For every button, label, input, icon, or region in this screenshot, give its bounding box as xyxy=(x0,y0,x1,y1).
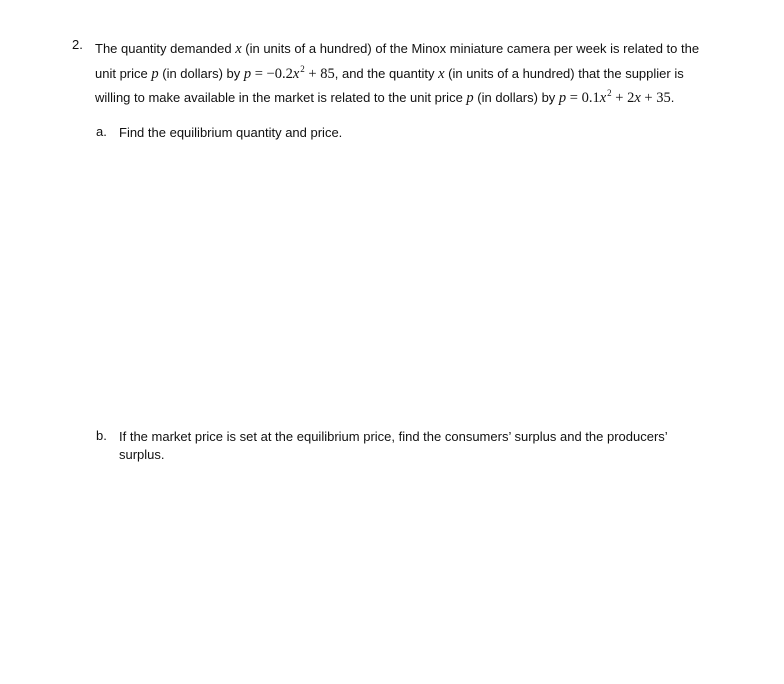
variable-x: x xyxy=(438,65,445,82)
supply-equation-x2: x xyxy=(634,90,641,106)
part-b-label: b. xyxy=(96,428,107,443)
problem-line-3-text-b: (in dollars) by xyxy=(473,90,559,105)
problem-line-1-text-b: (in units of a hundred) of the Minox miniature camera per week is related to the xyxy=(241,41,700,56)
part-b-question-line-2: surplus. xyxy=(119,447,165,462)
supply-equation-x: x xyxy=(599,90,607,106)
problem-statement xyxy=(95,37,755,111)
demand-equation xyxy=(243,63,335,82)
supply-equation xyxy=(559,90,671,106)
part-b-question xyxy=(119,428,719,464)
demand-equation-x: x xyxy=(292,65,300,82)
variable-x: x xyxy=(235,41,242,57)
problem-line-2-text-c: , and the quantity xyxy=(334,65,439,81)
part-a-label: a. xyxy=(96,124,107,139)
variable-p: p xyxy=(466,90,474,106)
problem-line-2-text-b: (in dollars) by xyxy=(158,65,244,81)
problem-line-1-text-a: The quantity demanded xyxy=(95,41,236,56)
problem-line-2-text-a: unit price xyxy=(95,65,152,81)
variable-p: p xyxy=(151,65,159,82)
problem-number: 2. xyxy=(72,37,83,52)
supply-equation-exponent: 2 xyxy=(607,88,612,98)
problem-line-2 xyxy=(95,62,755,87)
supply-equation-coef: = 0.1 xyxy=(566,90,600,106)
part-a-question-text: Find the equilibrium quantity and price. xyxy=(119,125,343,140)
part-a-question xyxy=(119,124,739,142)
supply-equation-p: p xyxy=(558,90,567,106)
part-b-question-line-1: If the market price is set at the equilibrium price, find the consumers’ surplus and the producers’ xyxy=(119,429,668,444)
demand-equation-p: p xyxy=(243,65,252,82)
problem-line-1 xyxy=(95,37,755,62)
supply-equation-constant: + 35 xyxy=(640,90,671,106)
demand-equation-coef: = −0.2 xyxy=(251,65,293,82)
problem-line-2-text-d: (in units of a hundred) that the supplier is xyxy=(444,65,684,81)
demand-equation-exponent: 2 xyxy=(300,63,305,74)
supply-equation-linear-coef: + 2 xyxy=(611,90,635,106)
problem-line-3-text-a: willing to make available in the market is related to the unit price xyxy=(95,90,467,105)
demand-equation-constant: + 85 xyxy=(304,65,335,82)
problem-line-3-period: . xyxy=(670,90,675,105)
problem-line-3 xyxy=(95,86,755,111)
